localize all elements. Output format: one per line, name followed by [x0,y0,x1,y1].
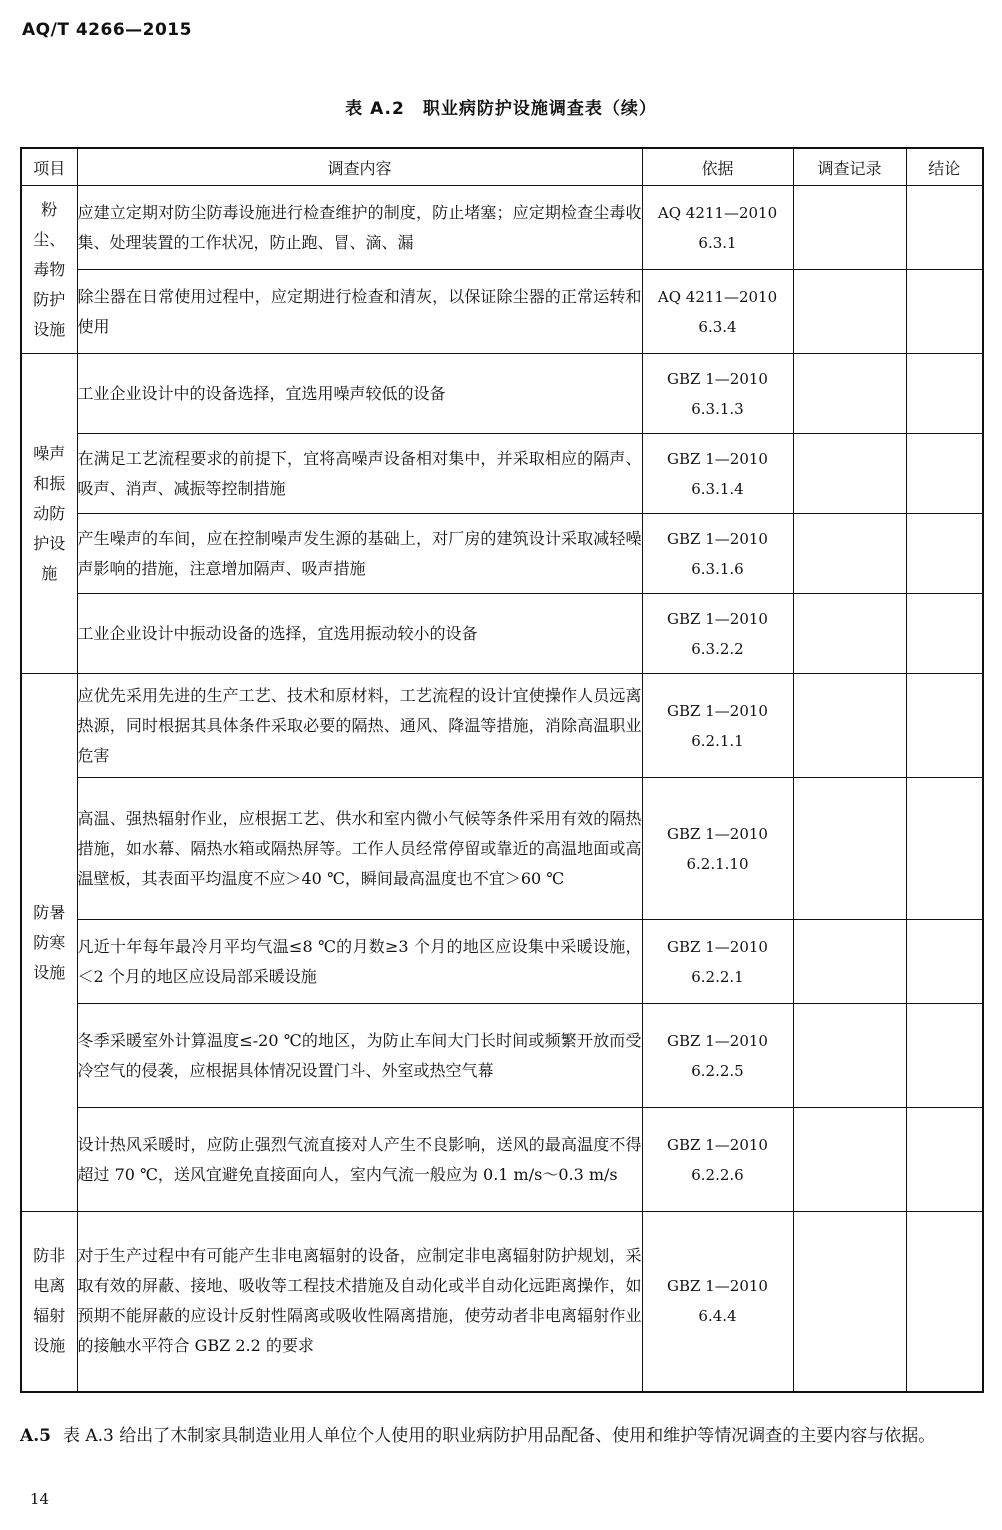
basis-cell [642,270,793,354]
conclusion-cell[interactable] [906,354,983,434]
conclusion-cell[interactable] [906,778,983,920]
page-number: 14 [30,1490,50,1508]
basis-cell [642,778,793,920]
category-cell [21,1212,77,1392]
basis-cell [642,1212,793,1392]
basis-standard: GBZ 1—2010 [667,1031,768,1050]
record-cell[interactable] [793,1212,906,1392]
basis-cell [642,434,793,514]
category-cell [21,354,77,674]
content-cell: 产生噪声的车间，应在控制噪声发生源的基础上，对厂房的建筑设计采取减轻噪声影响的措施，注意增加隔声、吸声措施 [77,514,642,594]
conclusion-cell[interactable] [906,186,983,270]
conclusion-cell[interactable] [906,674,983,778]
table-row [21,920,983,1004]
basis-clause: 6.2.1.1 [691,731,744,750]
basis-clause: 6.2.2.1 [691,967,744,986]
category-label: 噪声和振动防护设施 [33,443,66,583]
record-cell[interactable] [793,270,906,354]
column-header: 依据 [642,148,793,186]
table-row [21,270,983,354]
content-cell: 设计热风采暖时，应防止强烈气流直接对人产生不良影响，送风的最高温度不得超过 70 ℃，送风宜避免直接面向人，室内气流一般应为 0.1 m/s～0.3 m/s [77,1108,642,1212]
content-cell: 除尘器在日常使用过程中，应定期进行检查和清灰，以保证除尘器的正常运转和使用 [77,270,642,354]
table-row [21,186,983,270]
content-cell: 在满足工艺流程要求的前提下，宜将高噪声设备相对集中，并采取相应的隔声、吸声、消声、减振等控制措施 [77,434,642,514]
basis-clause: 6.2.1.10 [686,854,749,873]
category-cell [21,186,77,354]
basis-clause: 6.3.1 [698,233,737,252]
column-header: 调查内容 [77,148,642,186]
record-cell[interactable] [793,594,906,674]
basis-clause: 6.3.4 [698,317,737,336]
content-cell: 凡近十年每年最冷月平均气温≤8 ℃的月数≥3 个月的地区应设集中采暖设施，＜2 个月的地区应设局部采暖设施 [77,920,642,1004]
table-row [21,1004,983,1108]
record-cell[interactable] [793,354,906,434]
basis-standard: AQ 4211—2010 [657,203,778,222]
table-row [21,434,983,514]
conclusion-cell[interactable] [906,1212,983,1392]
table-row [21,514,983,594]
category-cell [21,674,77,1212]
basis-standard: GBZ 1—2010 [667,824,768,843]
record-cell[interactable] [793,920,906,1004]
basis-clause: 6.3.1.6 [691,559,744,578]
basis-cell [642,1108,793,1212]
record-cell[interactable] [793,778,906,920]
conclusion-cell[interactable] [906,594,983,674]
footer-paragraph [20,1420,982,1452]
basis-clause: 6.3.2.2 [691,639,744,658]
record-cell[interactable] [793,514,906,594]
category-label: 防非电离辐射设施 [33,1246,66,1356]
basis-cell [642,594,793,674]
basis-clause: 6.2.2.5 [691,1061,744,1080]
content-cell: 应建立定期对防尘防毒设施进行检查维护的制度，防止堵塞；应定期检查尘毒收集、处理装置的工作状况，防止跑、冒、滴、漏 [77,186,642,270]
column-header: 结论 [906,148,983,186]
basis-standard: GBZ 1—2010 [667,369,768,388]
column-header: 调查记录 [793,148,906,186]
section-label: A.5 [20,1426,51,1446]
basis-cell [642,186,793,270]
basis-standard: GBZ 1—2010 [667,1135,768,1154]
column-header: 项目 [21,148,77,186]
conclusion-cell[interactable] [906,514,983,594]
content-cell: 工业企业设计中的设备选择，宜选用噪声较低的设备 [77,354,642,434]
basis-standard: GBZ 1—2010 [667,609,768,628]
content-cell: 冬季采暖室外计算温度≤-20 ℃的地区，为防止车间大门长时间或频繁开放而受冷空气的侵袭，应根据具体情况设置门斗、外室或热空气幕 [77,1004,642,1108]
basis-standard: GBZ 1—2010 [667,1277,768,1296]
table-row [21,778,983,920]
basis-standard: AQ 4211—2010 [657,287,778,306]
conclusion-cell[interactable] [906,1004,983,1108]
basis-standard: GBZ 1—2010 [667,529,768,548]
table-row [21,354,983,434]
conclusion-cell[interactable] [906,434,983,514]
conclusion-cell[interactable] [906,920,983,1004]
basis-clause: 6.2.2.6 [691,1165,744,1184]
content-cell: 对于生产过程中有可能产生非电离辐射的设备，应制定非电离辐射防护规划，采取有效的屏蔽、接地、吸收等工程技术措施及自动化或半自动化远距离操作，如预期不能屏蔽的应设计反射性隔离或吸收性隔离措施，使劳动者非电离辐射作业的接触水平符合 GBZ 2.2 的要求 [77,1212,642,1392]
table-row [21,1212,983,1392]
record-cell[interactable] [793,186,906,270]
basis-cell [642,514,793,594]
table-row [21,674,983,778]
basis-clause: 6.3.1.4 [691,479,744,498]
table-header-row [21,148,983,186]
basis-standard: GBZ 1—2010 [667,701,768,720]
category-label: 粉尘、毒物防护设施 [33,199,66,339]
record-cell[interactable] [793,1108,906,1212]
table-row [21,1108,983,1212]
category-label: 防暑防寒设施 [33,902,66,982]
footer-text: 表 A.3 给出了木制家具制造业用人单位个人使用的职业病防护用品配备、使用和维护等情况调查的主要内容与依据。 [62,1426,936,1446]
conclusion-cell[interactable] [906,270,983,354]
survey-table [20,147,984,1393]
basis-clause: 6.3.1.3 [691,399,744,418]
basis-cell [642,920,793,1004]
record-cell[interactable] [793,434,906,514]
table-body [21,186,983,1392]
basis-standard: GBZ 1—2010 [667,449,768,468]
basis-cell [642,1004,793,1108]
table-title: 表 A.2 职业病防护设施调查表（续） [345,99,657,119]
content-cell: 工业企业设计中振动设备的选择，宜选用振动较小的设备 [77,594,642,674]
record-cell[interactable] [793,1004,906,1108]
table-row [21,594,983,674]
basis-cell [642,354,793,434]
basis-standard: GBZ 1—2010 [667,937,768,956]
basis-clause: 6.4.4 [698,1307,737,1326]
record-cell[interactable] [793,674,906,778]
basis-cell [642,674,793,778]
conclusion-cell[interactable] [906,1108,983,1212]
content-cell: 应优先采用先进的生产工艺、技术和原材料，工艺流程的设计宜使操作人员远离热源，同时根据其具体条件采取必要的隔热、通风、降温等措施，消除高温职业危害 [77,674,642,778]
content-cell: 高温、强热辐射作业，应根据工艺、供水和室内微小气候等条件采用有效的隔热措施，如水幕、隔热水箱或隔热屏等。工作人员经常停留或靠近的高温地面或高温壁板，其表面平均温度不应＞40 ℃，瞬间最高温度也不宜＞60 ℃ [77,778,642,920]
standard-code: AQ/T 4266—2015 [22,20,192,40]
